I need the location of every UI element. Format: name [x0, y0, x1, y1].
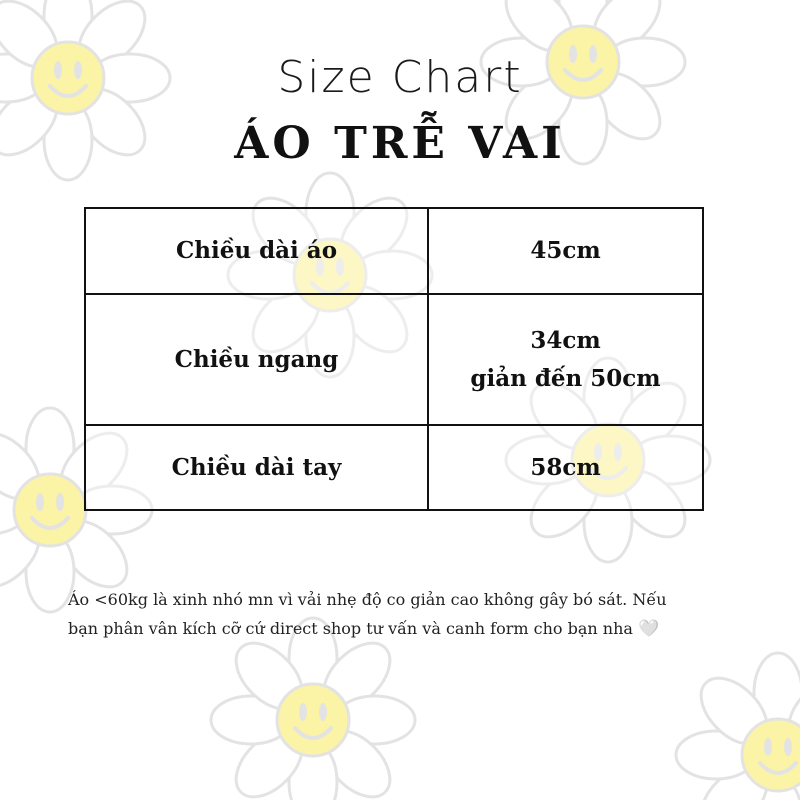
- value-line: 34cm: [530, 326, 601, 354]
- row-label: Chiều dài tay: [85, 425, 428, 510]
- note-line-2: [68, 614, 748, 644]
- value-line: 45cm: [530, 237, 601, 264]
- size-table: [84, 207, 704, 511]
- value-line: giản đến 50cm: [470, 364, 661, 392]
- table-row: [85, 425, 703, 510]
- sizing-note: [68, 585, 748, 644]
- heart-icon: 🤍: [638, 619, 660, 639]
- row-label: Chiều ngang: [85, 294, 428, 425]
- table-row: [85, 208, 703, 294]
- value-line: 58cm: [530, 453, 601, 481]
- note-line-2-text: bạn phân vân kích cỡ cứ direct shop tư vấn và canh form cho bạn nha: [68, 619, 633, 638]
- chart-subtitle: Size Chart: [277, 52, 523, 103]
- table-row: [85, 294, 703, 425]
- row-value: [428, 294, 703, 425]
- product-title: ÁO TRỄ VAI: [234, 118, 566, 169]
- row-label: Chiều dài áo: [85, 208, 428, 294]
- row-value: [428, 208, 703, 294]
- row-value: [428, 425, 703, 510]
- note-line-1: Áo <60kg là xinh nhó mn vì vải nhẹ độ co giản cao không gây bó sát. Nếu: [68, 590, 667, 609]
